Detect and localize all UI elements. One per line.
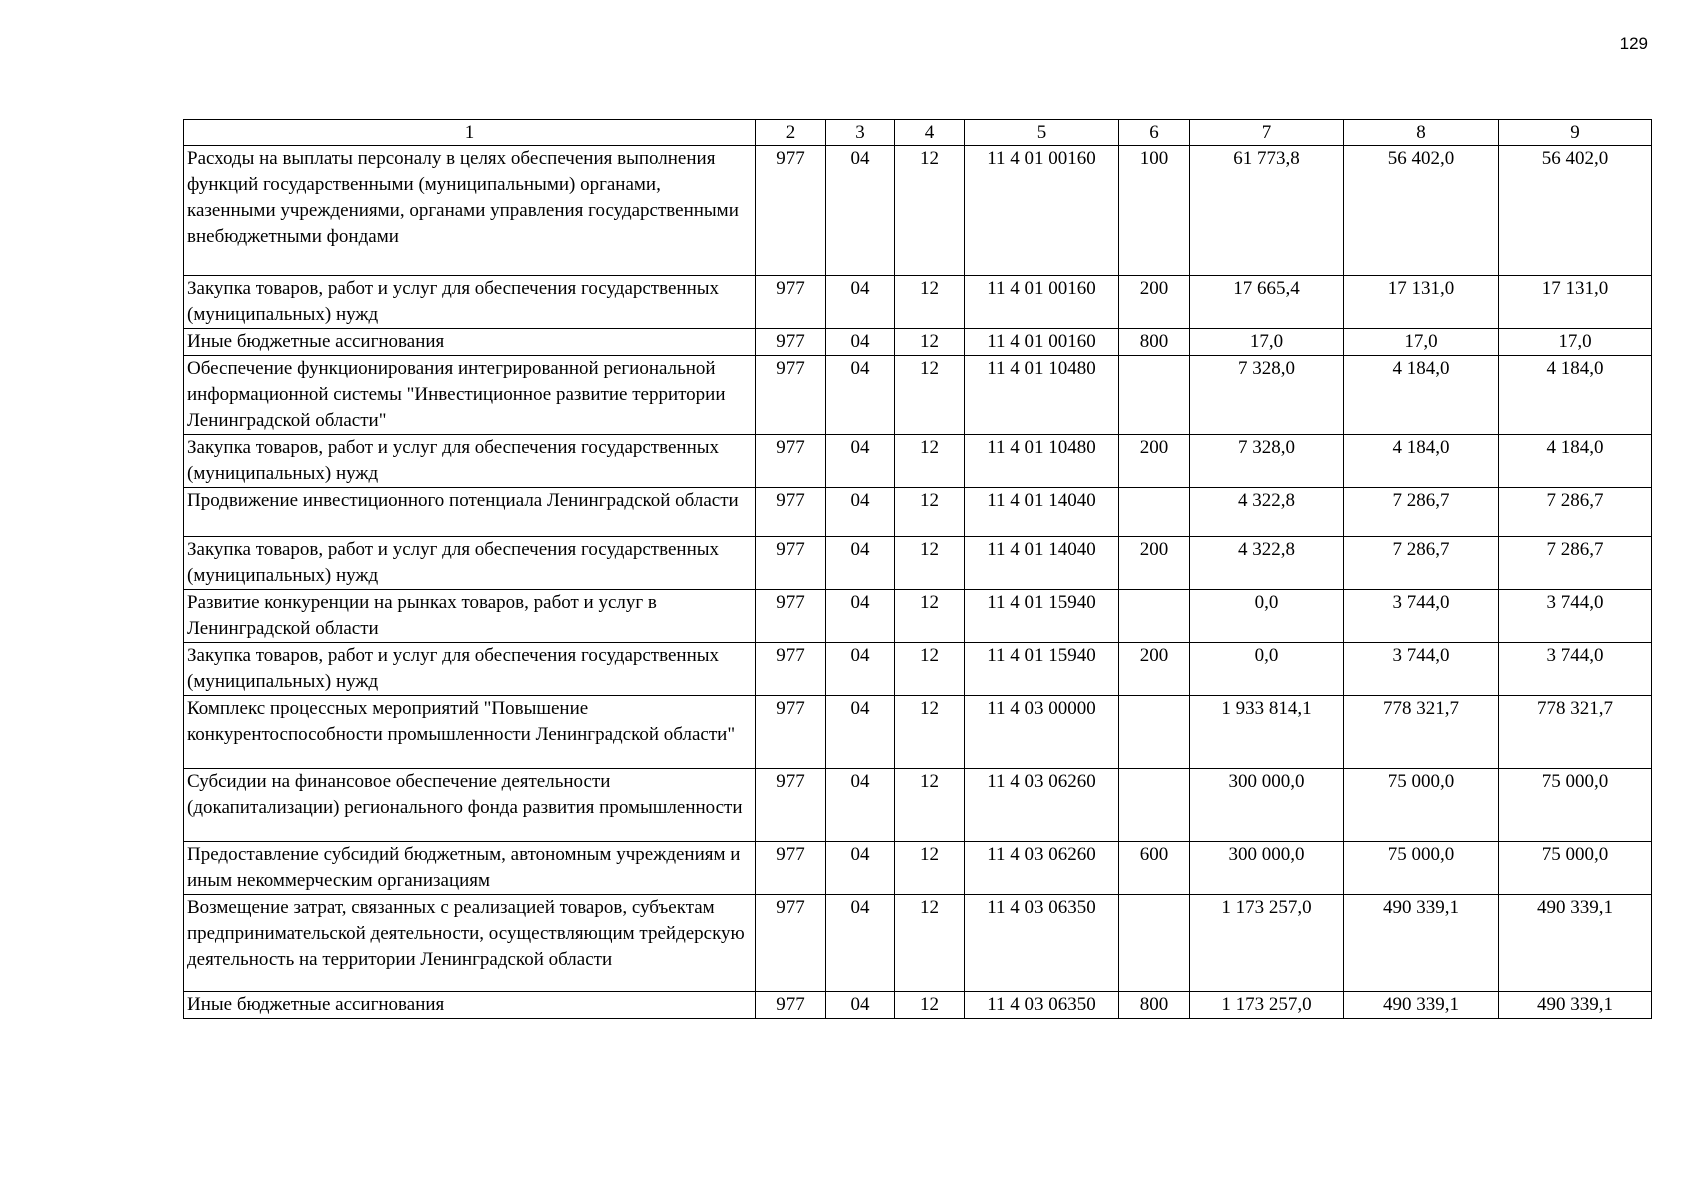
amount-col7-cell: 7 328,0 [1190,435,1344,488]
amount-col8-cell: 75 000,0 [1344,769,1499,842]
row-name: Обеспечение функционирования интегрированной региональной информационной системы "Инвестиционное развитие территории Ленинградской области" [184,356,756,435]
amount-col8-cell: 7 286,7 [1344,537,1499,590]
amount-col8-cell: 17 131,0 [1344,276,1499,329]
row-name: Закупка товаров, работ и услуг для обеспечения государственных (муниципальных) нужд [184,276,756,329]
row-name: Предоставление субсидий бюджетным, автономным учреждениям и иным некоммерческим организациям [184,842,756,895]
amount-col9-cell: 4 184,0 [1499,356,1652,435]
subsection-cell: 12 [895,696,965,769]
amount-col7-cell: 1 173 257,0 [1190,992,1344,1019]
table-row [184,488,1652,537]
expense-type-cell: 100 [1119,146,1190,276]
target-article-cell: 11 4 01 00160 [965,276,1119,329]
table-row [184,276,1652,329]
amount-col8-cell: 7 286,7 [1344,488,1499,537]
amount-col8-cell: 490 339,1 [1344,992,1499,1019]
expense-type-cell: 600 [1119,842,1190,895]
amount-col9-cell: 7 286,7 [1499,488,1652,537]
amount-col9-cell: 7 286,7 [1499,537,1652,590]
section-cell: 04 [826,356,895,435]
expense-type-cell: 200 [1119,435,1190,488]
gov-code-cell: 977 [756,696,826,769]
column-header: 2 [756,120,826,146]
amount-col8-cell: 4 184,0 [1344,435,1499,488]
row-name: Комплекс процессных мероприятий "Повышение конкурентоспособности промышленности Ленинградской области" [184,696,756,769]
amount-col9-cell: 3 744,0 [1499,643,1652,696]
amount-col7-cell: 300 000,0 [1190,842,1344,895]
amount-col7-cell: 300 000,0 [1190,769,1344,842]
amount-col8-cell: 3 744,0 [1344,643,1499,696]
target-article-cell: 11 4 03 06350 [965,895,1119,992]
amount-col8-cell: 3 744,0 [1344,590,1499,643]
target-article-cell: 11 4 03 06260 [965,769,1119,842]
subsection-cell: 12 [895,276,965,329]
table-row [184,992,1652,1019]
column-header: 5 [965,120,1119,146]
amount-col9-cell: 778 321,7 [1499,696,1652,769]
column-header: 1 [184,120,756,146]
subsection-cell: 12 [895,435,965,488]
row-name: Субсидии на финансовое обеспечение деятельности (докапитализации) регионального фонда развития промышленности [184,769,756,842]
table-row [184,590,1652,643]
gov-code-cell: 977 [756,895,826,992]
amount-col9-cell: 490 339,1 [1499,992,1652,1019]
page-number: 129 [1619,34,1648,53]
amount-col9-cell: 17,0 [1499,329,1652,356]
table-row [184,146,1652,276]
subsection-cell: 12 [895,643,965,696]
target-article-cell: 11 4 03 06350 [965,992,1119,1019]
section-cell: 04 [826,842,895,895]
amount-col8-cell: 56 402,0 [1344,146,1499,276]
table-body [184,146,1652,1019]
subsection-cell: 12 [895,590,965,643]
amount-col8-cell: 17,0 [1344,329,1499,356]
section-cell: 04 [826,643,895,696]
row-name: Закупка товаров, работ и услуг для обеспечения государственных (муниципальных) нужд [184,643,756,696]
target-article-cell: 11 4 01 14040 [965,488,1119,537]
gov-code-cell: 977 [756,329,826,356]
gov-code-cell: 977 [756,276,826,329]
gov-code-cell: 977 [756,643,826,696]
section-cell: 04 [826,696,895,769]
expense-type-cell: 200 [1119,537,1190,590]
target-article-cell: 11 4 01 15940 [965,590,1119,643]
target-article-cell: 11 4 01 00160 [965,146,1119,276]
section-cell: 04 [826,329,895,356]
table-row [184,696,1652,769]
gov-code-cell: 977 [756,488,826,537]
target-article-cell: 11 4 01 15940 [965,643,1119,696]
amount-col7-cell: 7 328,0 [1190,356,1344,435]
amount-col9-cell: 4 184,0 [1499,435,1652,488]
row-name: Развитие конкуренции на рынках товаров, работ и услуг в Ленинградской области [184,590,756,643]
expense-type-cell [1119,488,1190,537]
subsection-cell: 12 [895,842,965,895]
section-cell: 04 [826,992,895,1019]
amount-col7-cell: 4 322,8 [1190,488,1344,537]
column-header: 7 [1190,120,1344,146]
amount-col9-cell: 490 339,1 [1499,895,1652,992]
gov-code-cell: 977 [756,769,826,842]
row-name: Возмещение затрат, связанных с реализацией товаров, субъектам предпринимательской деятельности, осуществляющим трейдерскую деятельность на территории Ленинградской области [184,895,756,992]
budget-table [183,119,1652,1019]
table-row [184,895,1652,992]
expense-type-cell [1119,769,1190,842]
column-number-row [184,120,1652,146]
subsection-cell: 12 [895,146,965,276]
table-row [184,769,1652,842]
section-cell: 04 [826,276,895,329]
expense-type-cell [1119,356,1190,435]
section-cell: 04 [826,537,895,590]
expense-type-cell [1119,590,1190,643]
row-name: Закупка товаров, работ и услуг для обеспечения государственных (муниципальных) нужд [184,537,756,590]
row-name: Расходы на выплаты персоналу в целях обеспечения выполнения функций государственными (муниципальными) органами, казенными учреждениями, органами управления государственными внебюджетными фондами [184,146,756,276]
expense-type-cell: 200 [1119,276,1190,329]
table-row [184,356,1652,435]
amount-col7-cell: 1 933 814,1 [1190,696,1344,769]
amount-col9-cell: 75 000,0 [1499,842,1652,895]
row-name: Закупка товаров, работ и услуг для обеспечения государственных (муниципальных) нужд [184,435,756,488]
amount-col8-cell: 778 321,7 [1344,696,1499,769]
amount-col7-cell: 0,0 [1190,590,1344,643]
subsection-cell: 12 [895,769,965,842]
gov-code-cell: 977 [756,146,826,276]
amount-col7-cell: 4 322,8 [1190,537,1344,590]
amount-col7-cell: 17,0 [1190,329,1344,356]
gov-code-cell: 977 [756,435,826,488]
amount-col9-cell: 3 744,0 [1499,590,1652,643]
table-row [184,643,1652,696]
gov-code-cell: 977 [756,590,826,643]
amount-col9-cell: 17 131,0 [1499,276,1652,329]
amount-col8-cell: 490 339,1 [1344,895,1499,992]
expense-type-cell [1119,696,1190,769]
table-row [184,842,1652,895]
amount-col9-cell: 56 402,0 [1499,146,1652,276]
section-cell: 04 [826,488,895,537]
section-cell: 04 [826,435,895,488]
subsection-cell: 12 [895,895,965,992]
column-header: 4 [895,120,965,146]
target-article-cell: 11 4 03 06260 [965,842,1119,895]
table-row [184,435,1652,488]
section-cell: 04 [826,895,895,992]
amount-col7-cell: 61 773,8 [1190,146,1344,276]
gov-code-cell: 977 [756,537,826,590]
subsection-cell: 12 [895,992,965,1019]
column-header: 6 [1119,120,1190,146]
gov-code-cell: 977 [756,842,826,895]
target-article-cell: 11 4 01 14040 [965,537,1119,590]
gov-code-cell: 977 [756,992,826,1019]
subsection-cell: 12 [895,356,965,435]
table-row [184,329,1652,356]
target-article-cell: 11 4 01 10480 [965,435,1119,488]
column-header: 8 [1344,120,1499,146]
subsection-cell: 12 [895,329,965,356]
column-header: 3 [826,120,895,146]
amount-col9-cell: 75 000,0 [1499,769,1652,842]
expense-type-cell: 200 [1119,643,1190,696]
table-row [184,537,1652,590]
expense-type-cell [1119,895,1190,992]
expense-type-cell: 800 [1119,992,1190,1019]
row-name: Иные бюджетные ассигнования [184,992,756,1019]
target-article-cell: 11 4 03 00000 [965,696,1119,769]
amount-col7-cell: 0,0 [1190,643,1344,696]
target-article-cell: 11 4 01 00160 [965,329,1119,356]
section-cell: 04 [826,590,895,643]
amount-col8-cell: 75 000,0 [1344,842,1499,895]
subsection-cell: 12 [895,537,965,590]
section-cell: 04 [826,769,895,842]
expense-type-cell: 800 [1119,329,1190,356]
column-header: 9 [1499,120,1652,146]
target-article-cell: 11 4 01 10480 [965,356,1119,435]
subsection-cell: 12 [895,488,965,537]
section-cell: 04 [826,146,895,276]
row-name: Иные бюджетные ассигнования [184,329,756,356]
amount-col7-cell: 1 173 257,0 [1190,895,1344,992]
gov-code-cell: 977 [756,356,826,435]
amount-col8-cell: 4 184,0 [1344,356,1499,435]
amount-col7-cell: 17 665,4 [1190,276,1344,329]
row-name: Продвижение инвестиционного потенциала Ленинградской области [184,488,756,537]
